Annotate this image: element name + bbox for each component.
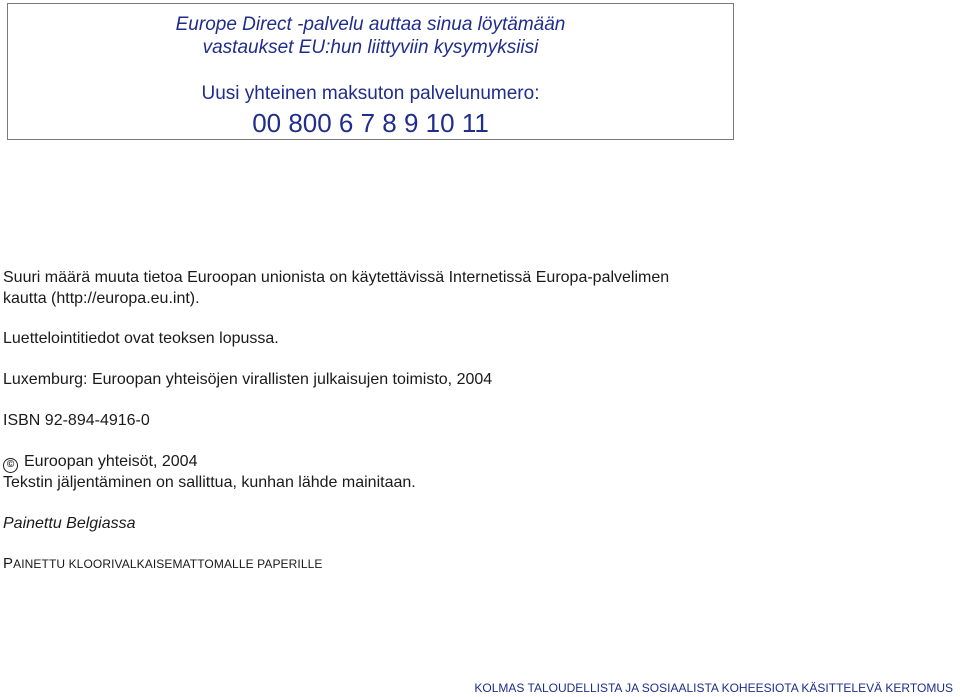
- info-box-subtitle: Uusi yhteinen maksuton palvelunumero:: [201, 83, 540, 104]
- catalogue-note: Luettelointitiedot ovat teoksen lopussa.: [3, 330, 279, 347]
- report-title-footer: KOLMAS TALOUDELLISTA JA SOSIAALISTA KOHEESIOTA KÄSITTELEVÄ KERTOMUS: [474, 681, 953, 695]
- info-box-title: [8, 13, 733, 59]
- isbn-line: ISBN 92-894-4916-0: [3, 412, 150, 429]
- paper-note-first-letter: P: [3, 555, 14, 572]
- copyright-icon: ©: [3, 458, 18, 473]
- internet-info-line2: kautta (http://europa.eu.int).: [3, 290, 200, 307]
- printed-in-line: Painettu Belgiassa: [3, 515, 136, 532]
- paper-note-rest: AINETTU KLOORIVALKAISEMATTOMALLE PAPERILLE: [13, 557, 323, 571]
- paper-note: [3, 555, 323, 572]
- europe-direct-info-box: [7, 3, 734, 140]
- copyright-line: [3, 451, 197, 473]
- internet-info-line1: Suuri määrä muuta tietoa Euroopan unionista on käytettävissä Internetissä Europa-palvelimen: [3, 269, 670, 286]
- publisher-line: Luxemburg: Euroopan yhteisöjen virallisten julkaisujen toimisto, 2004: [3, 371, 493, 388]
- reproduction-note: Tekstin jäljentäminen on sallittua, kunhan lähde mainitaan.: [3, 474, 416, 491]
- free-phone-number: 00 800 6 7 8 9 10 11: [252, 108, 489, 138]
- copyright-text: Euroopan yhteisöt, 2004: [24, 453, 198, 470]
- info-box-title-line1: Europe Direct -palvelu auttaa sinua löytämään: [175, 14, 566, 35]
- info-box-title-line2: vastaukset EU:hun liittyviin kysymyksiisi: [202, 37, 539, 58]
